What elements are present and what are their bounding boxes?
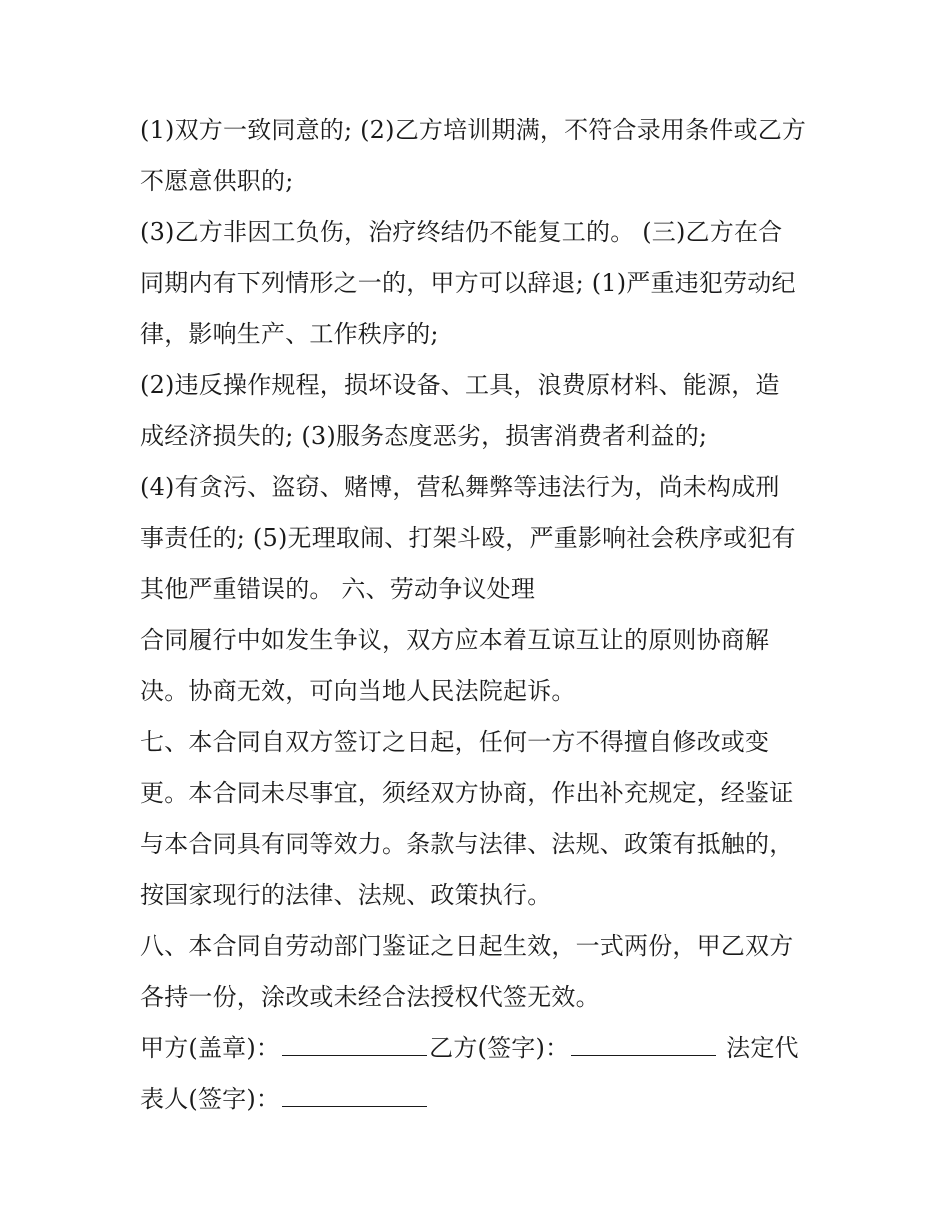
text-line: 七、本合同自双方签订之日起，任何一方不得擅自修改或变 — [140, 728, 770, 756]
text-line: 决。协商无效，可向当地人民法院起诉。 — [140, 677, 576, 705]
text-line: (1)双方一致同意的; (2)乙方培训期满，不符合录用条件或乙方 — [140, 116, 807, 144]
legal-rep-signature-blank — [282, 1080, 427, 1107]
text-line: 更。本合同未尽事宜，须经双方协商，作出补充规定，经鉴证 — [140, 779, 794, 807]
signature-line-2 — [140, 1077, 820, 1128]
text-line: 事责任的; (5)无理取闹、打架斗殴，严重影响社会秩序或犯有 — [140, 524, 796, 552]
text-line: 各持一份，涂改或未经合法授权代签无效。 — [140, 983, 600, 1011]
signature-line-1 — [140, 1026, 820, 1077]
text-line: (2)违反操作规程，损坏设备、工具，浪费原材料、能源，造 — [140, 371, 780, 399]
party-b-signature-blank — [571, 1029, 716, 1056]
text-line: 不愿意供职的; — [140, 167, 294, 195]
text-line: (4)有贪污、盗窃、赌博，营私舞弊等违法行为，尚未构成刑 — [140, 473, 780, 501]
text-line: 按国家现行的法律、法规、政策执行。 — [140, 881, 552, 909]
text-line: 八、本合同自劳动部门鉴证之日起生效，一式两份，甲乙双方 — [140, 932, 794, 960]
text-line: (3)乙方非因工负伤，治疗终结仍不能复工的。 (三)乙方在合 — [140, 218, 783, 246]
text-line: 合同履行中如发生争议，双方应本着互谅互让的原则协商解 — [140, 626, 770, 654]
text-line: 律，影响生产、工作秩序的; — [140, 320, 439, 348]
text-line: 同期内有下列情形之一的，甲方可以辞退; (1)严重违犯劳动纪 — [140, 269, 796, 297]
party-b-label: 乙方(签字)： — [429, 1034, 570, 1062]
text-line: 其他严重错误的。 六、劳动争议处理 — [140, 575, 536, 603]
text-line: 成经济损失的; (3)服务态度恶劣，损害消费者利益的; — [140, 422, 708, 450]
party-a-signature-blank — [282, 1029, 427, 1056]
legal-rep-label-part2: 表人(签字)： — [140, 1085, 281, 1113]
document-body — [140, 108, 820, 1128]
text-line: 与本合同具有同等效力。条款与法律、法规、政策有抵触的， — [140, 830, 794, 858]
party-a-label: 甲方(盖章)： — [140, 1034, 281, 1062]
legal-rep-label-part1: 法定代 — [726, 1034, 799, 1062]
